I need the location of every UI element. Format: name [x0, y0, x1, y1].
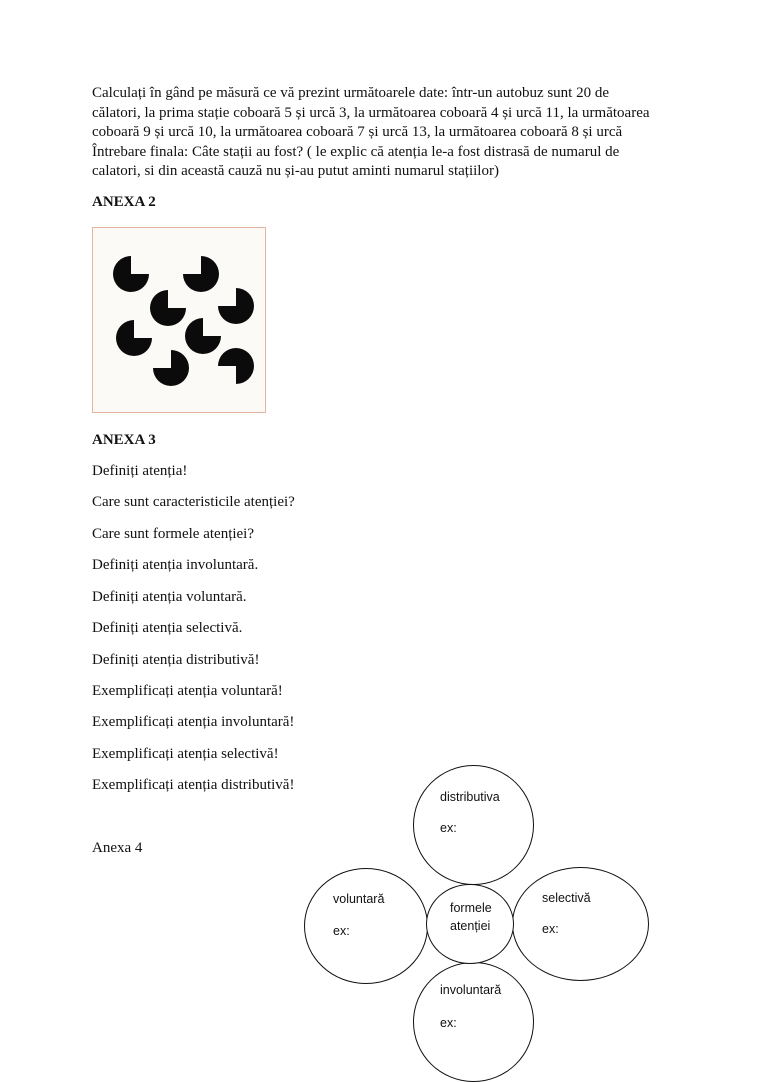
- question: Definiți atenția involuntară.: [92, 557, 259, 573]
- circle-title: voluntară: [333, 892, 385, 906]
- question: Exemplificați atenția voluntară!: [92, 683, 283, 699]
- circle-title: distributiva: [440, 790, 500, 804]
- circle-title: involuntară: [440, 983, 502, 997]
- visual-illusion-figure: [92, 227, 266, 413]
- anexa-3-heading: ANEXA 3: [92, 432, 156, 448]
- question: Care sunt caracteristicile atenției?: [92, 494, 295, 510]
- circle-example: ex:: [333, 924, 350, 938]
- question: Definiți atenția distributivă!: [92, 652, 260, 668]
- pacman-circle: [153, 350, 189, 386]
- pacman-circles-image: [93, 228, 265, 412]
- circle-example: ex:: [440, 821, 457, 835]
- question: Exemplificați atenția involuntară!: [92, 714, 295, 730]
- question: Definiți atenția selectivă.: [92, 620, 243, 636]
- circle-voluntara: [304, 868, 428, 984]
- intro-line: coboară 9 și urcă 10, la următoarea coboară 7 și urcă 13, la următoarea coboară 8 și urcă: [92, 124, 623, 140]
- pacman-circle: [113, 256, 149, 292]
- circle-title: selectivă: [542, 891, 591, 905]
- anexa-2-heading: ANEXA 2: [92, 194, 156, 210]
- question: Exemplificați atenția distributivă!: [92, 777, 295, 793]
- intro-line: Întrebare finala: Câte stații au fost? ( le explic că atenția le-a fost distrasă de numarul de: [92, 143, 620, 160]
- pacman-circle: [183, 256, 219, 292]
- pacman-circle: [116, 320, 152, 356]
- question: Definiți atenția voluntară.: [92, 589, 247, 605]
- circle-involuntara: [413, 962, 534, 1082]
- circle-selectiva: [512, 867, 649, 981]
- center-label: formele atenției: [450, 901, 492, 933]
- circle-distributiva: [413, 765, 534, 885]
- circle-example: ex:: [440, 1016, 457, 1030]
- intro-line: călatori, la prima stație coboară 5 și urcă 3, la următoarea coboară 4 și urcă 11, la următoarea: [92, 104, 650, 121]
- question: Definiți atenția!: [92, 463, 188, 479]
- anexa-4-heading: Anexa 4: [92, 840, 143, 856]
- forms-of-attention-diagram: [300, 760, 660, 1030]
- intro-line: calatori, si din această cauză nu și-au putut aminti numarul stațiilor): [92, 163, 499, 179]
- question: Care sunt formele atenției?: [92, 526, 255, 542]
- question: Exemplificați atenția selectivă!: [92, 746, 279, 762]
- intro-paragraph: [92, 84, 682, 182]
- circle-example: ex:: [542, 922, 559, 936]
- circle-center-formele-atentiei: [426, 884, 514, 964]
- intro-line: Calculați în gând pe măsură ce vă prezint următoarele date: într-un autobuz sunt 20 de: [92, 85, 610, 101]
- pacman-circle: [218, 288, 254, 324]
- pacman-circle: [150, 290, 186, 326]
